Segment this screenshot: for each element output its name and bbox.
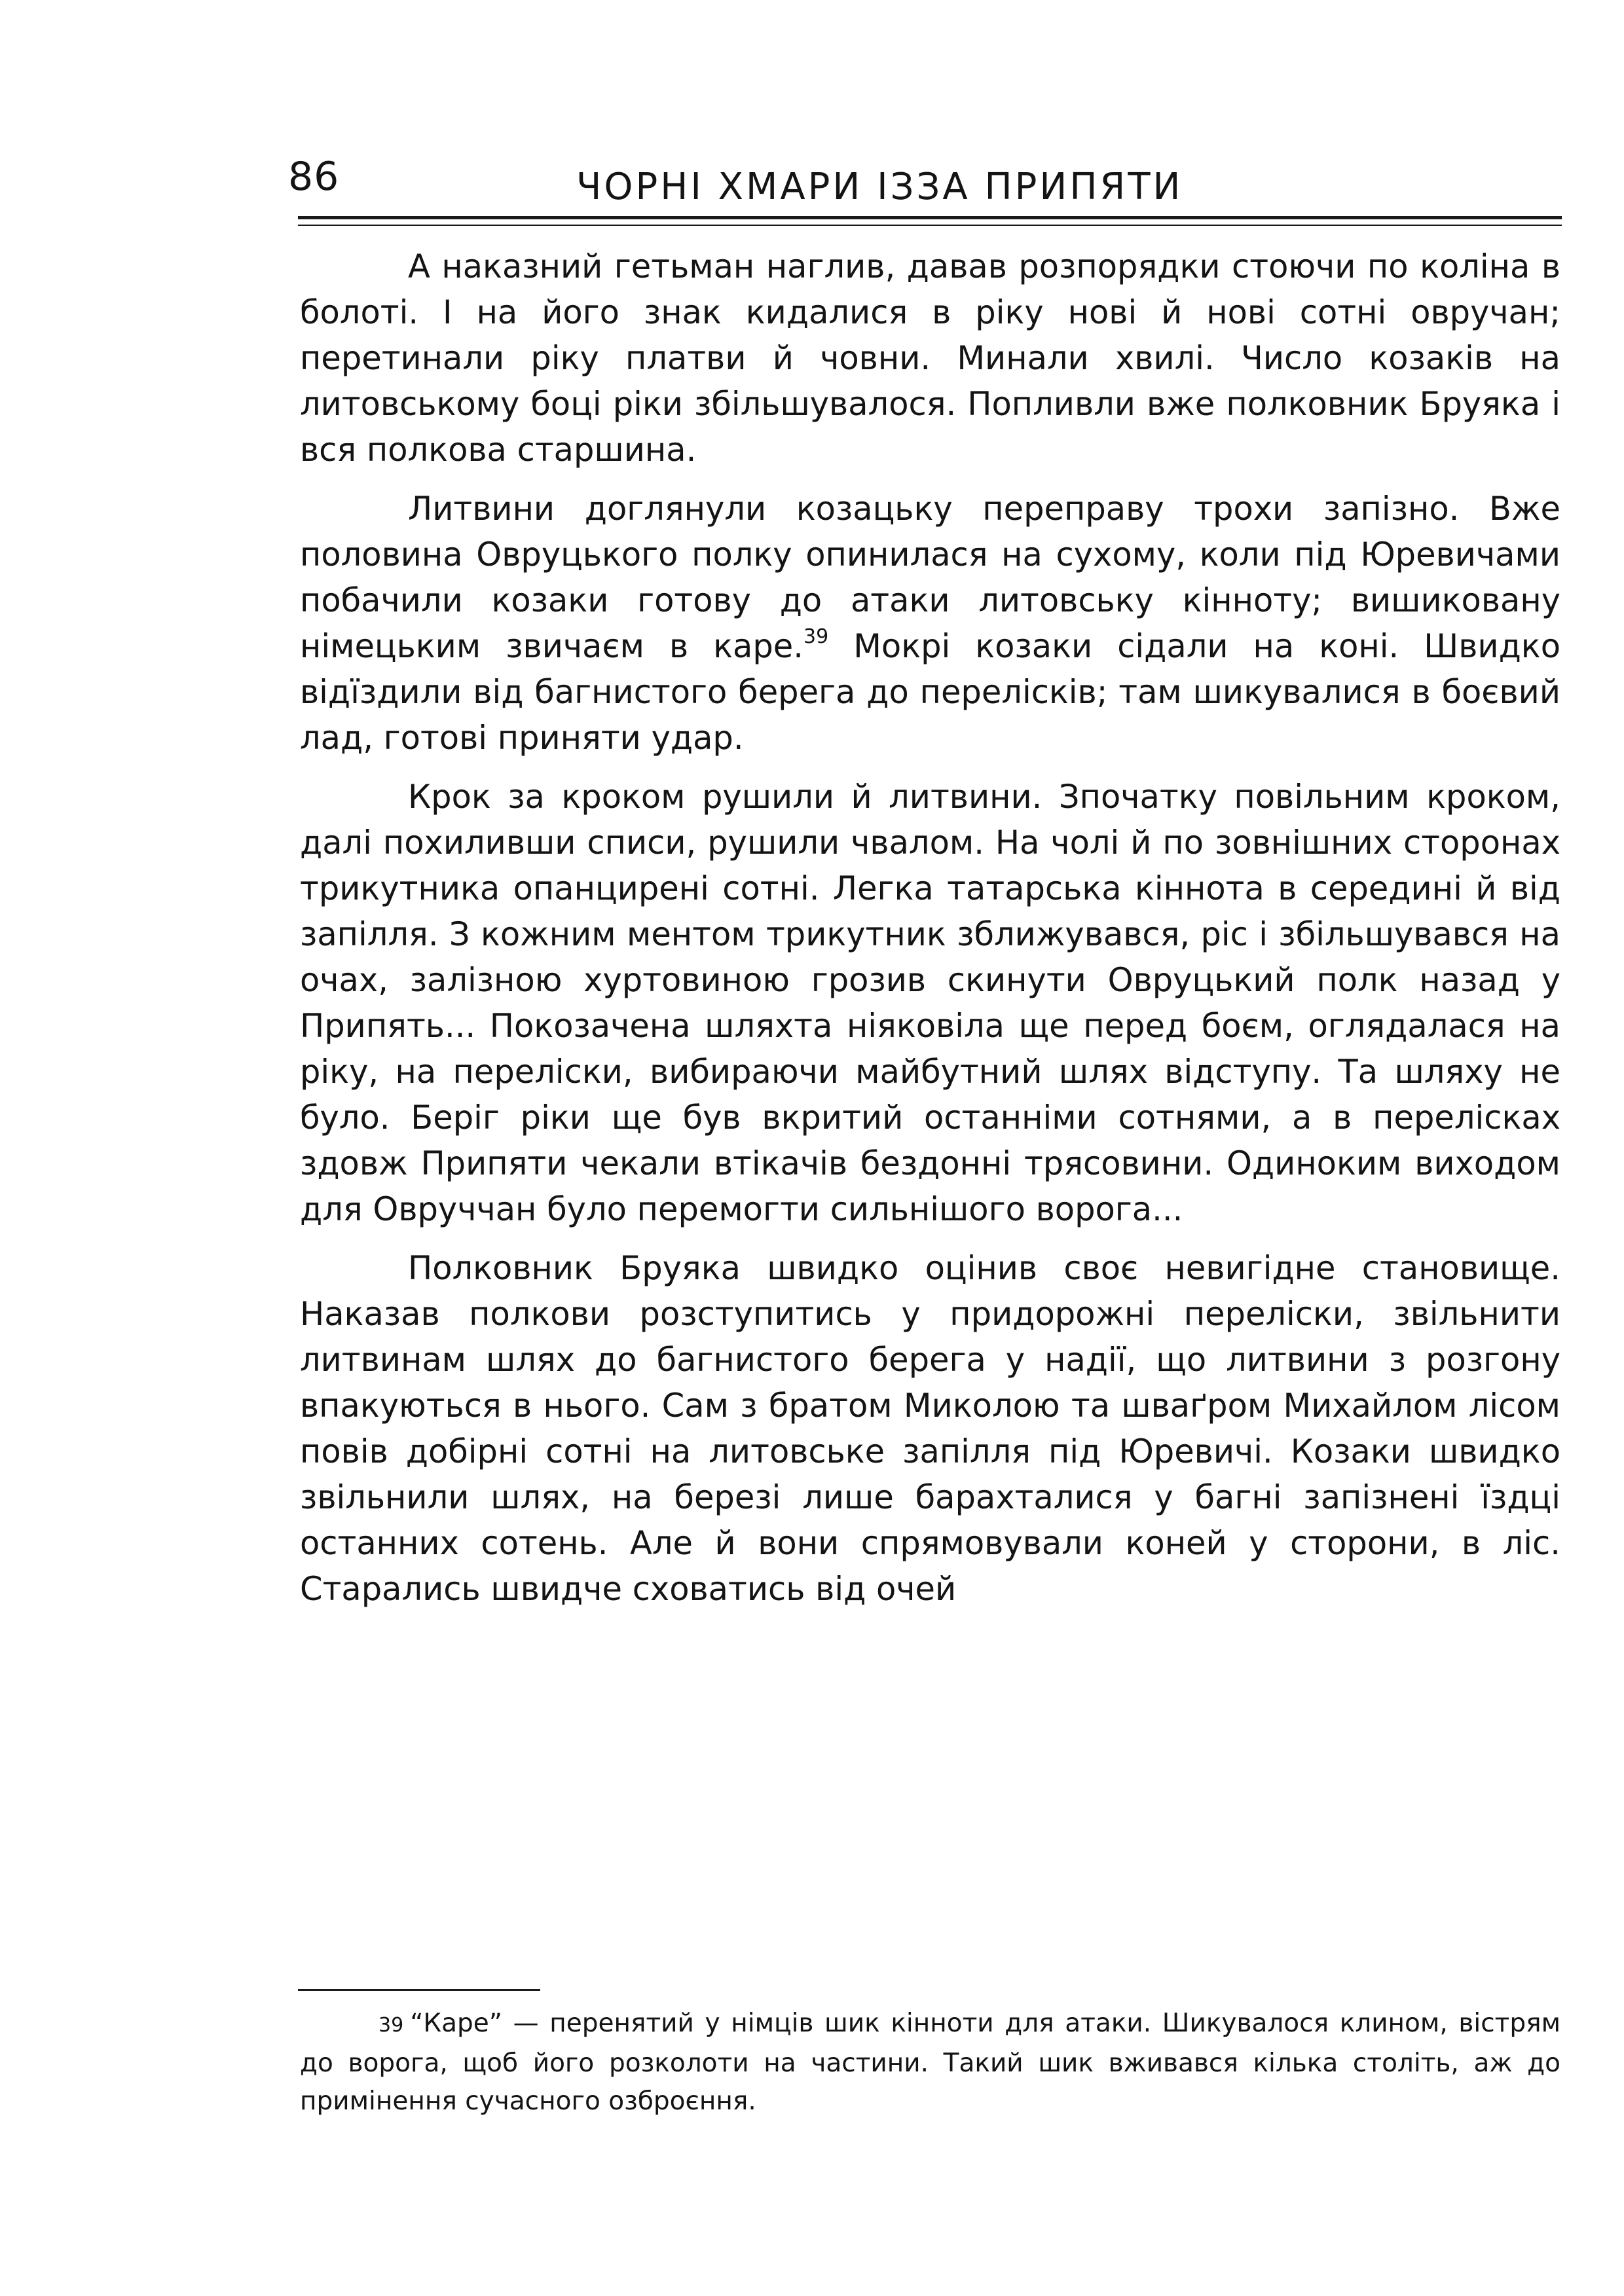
footnote-marker: 39: [378, 2014, 404, 2037]
footnote-paragraph: [300, 2005, 1560, 2121]
paragraph-4: Полковник Бруяка швидко оцінив своє невигідне становище. Наказав полкови розступитись у придорожні перелiски, звільнити литвинам шлях до багнистого берега у надії, що литвини з розгону впакуються в нього. Сам з братом Миколою та шваґром Михайлом лісом повів добірні сотні на литовське запілля під Юревичі. Козаки швидко звільнили шлях, на березі лише барахталися у багні запізнені їздці останних сотень. Але й вони спрямовували коней у сторони, в ліс. Старались швидче сховатись від очей: [300, 1249, 1560, 1608]
body-text: [300, 244, 1560, 1625]
paragraph-2: [300, 486, 1560, 761]
running-title: ЧОРНІ ХМАРИ ІЗЗА ПРИПЯТИ: [576, 166, 1183, 208]
footnote-rule: [298, 1989, 540, 1991]
paragraph-2-continuation: Мокрі козаки сідали на коні. Швидко відїздили від багнистого берега до перелісків; там шикувалися в боєвий лад, готові приняти удар.: [300, 627, 1560, 757]
header-rule-thin: [298, 225, 1562, 226]
page-number: 86: [288, 154, 340, 200]
paragraph-3: Крок за кроком рушили й литвини. Зпочатку повільним кроком, далі похиливши списи, рушили чвалом. На чолі й по зовнішних сторонах трикутника опанцирені сотні. Легка татарська кіннота в середині й від запілля. З кожним ментом трикутник зближувався, ріс і збільшувався на очах, залізною хуртовиною грозив скинути Овруцький полк назад у Припять... Покозачена шляхта ніяковіла ще перед боєм, оглядалася на ріку, на перелiски, вибираючи майбутний шлях відступу. Та шляху не було. Беріг ріки ще був вкритий останніми сотнями, а в перелісках здовж Припяти чекали втікачів бездонні трясовини. Одиноким виходом для Овруччан було перемогти сильнішого ворога...: [300, 778, 1560, 1228]
paragraph-1: А наказний гетьман наглив, давав розпорядки стоючи по коліна в болоті. І на його знак кидалися в ріку нові й нові сотні овручан; перетинали ріку платви й човни. Минали хвилі. Число козаків на литовському боці ріки збільшувалося. Попливли вже полковник Бруяка і вся полкова старшина.: [300, 247, 1560, 469]
paragraph-2-text: Литвини доглянули козацьку переправу трохи запізно. Вже половина Овруцького полку опинилася на сухому, коли під Юревичами побачили козаки готову до атаки литовську кінноту; вишиковану німецьким звичаєм в каре.: [300, 490, 1560, 665]
footnote-reference: 39: [803, 625, 829, 648]
footnote-text: “Каре” — перенятий у німців шик кінноти для атаки. Шикувалося клином, вістрям до ворога, щоб його розколоти на частини. Такий шик вживався кілька століть, аж до примінення сучасного озброєння.: [300, 2009, 1560, 2116]
page-header: [288, 141, 1572, 213]
footnote: [300, 2005, 1560, 2121]
header-rule-thick: [298, 216, 1562, 219]
